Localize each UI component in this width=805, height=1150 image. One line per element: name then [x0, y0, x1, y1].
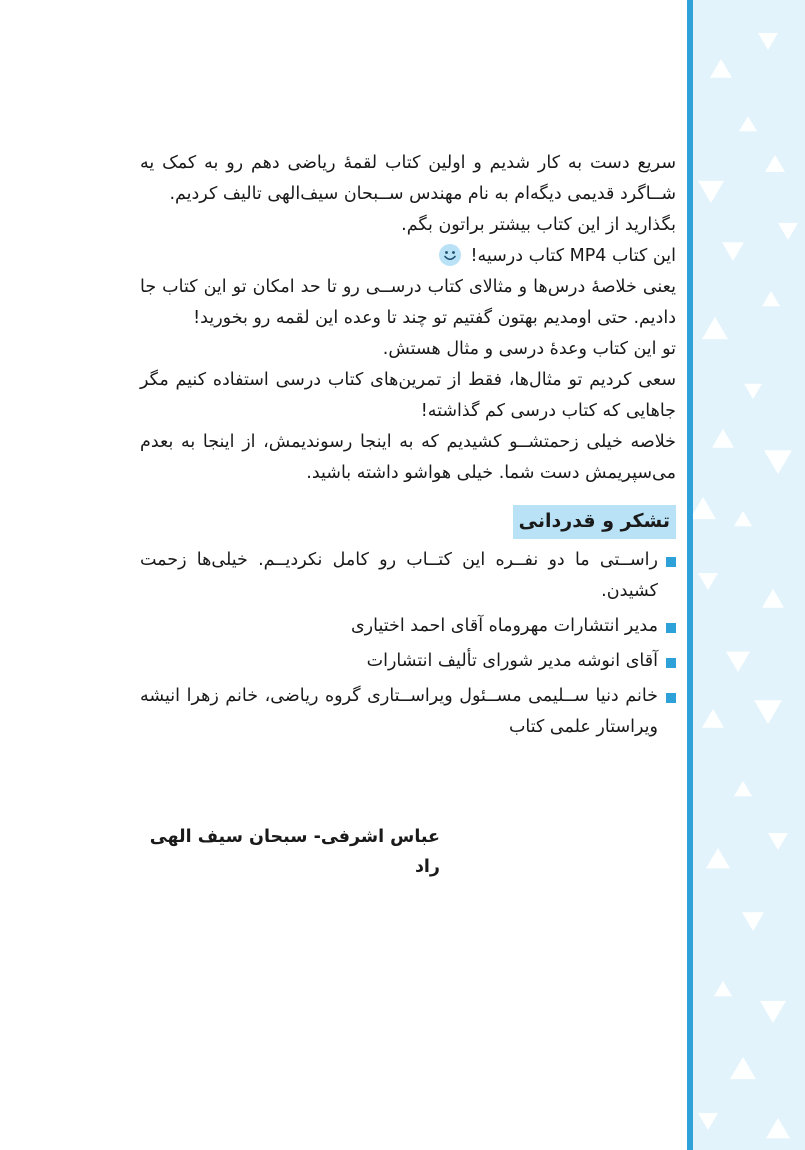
triangle-decoration: [702, 317, 728, 339]
list-item: [140, 681, 676, 743]
list-item: [140, 611, 676, 642]
paragraph-meals: تو این کتاب وعدهٔ درسی و مثال هستش.: [382, 339, 676, 359]
list-item-text: خانم دنیا ســلیمی مســئول ویراســتاری گروه ریاضی، خانم زهرا انیشه ویراستار علمی کتاب: [140, 686, 658, 737]
paragraph-closing: خلاصه خیلی زحمتشــو کشیدیم که به اینجا رسوندیمش، از اینجا به بعدم می‌سپریمش دست شما. خیلی هواشو داشته باشید.: [140, 432, 676, 483]
paragraph-more: بگذارید از این کتاب بیشتر براتون بگم.: [401, 215, 676, 235]
triangle-decoration: [710, 59, 732, 78]
triangle-decoration: [693, 497, 716, 519]
triangle-decoration: [742, 912, 764, 931]
triangle-decoration: [754, 700, 782, 724]
list-item-text: راســتی ما دو نفــره این کتــاب رو کامل نکردیــم. خیلی‌ها زحمت کشیدن.: [140, 550, 658, 601]
triangle-decoration: [698, 181, 724, 203]
triangle-pattern-icon: [693, 0, 805, 1150]
triangle-decoration: [778, 223, 798, 240]
triangle-decoration: [712, 429, 734, 448]
triangle-decoration: [726, 652, 750, 672]
triangle-decoration: [722, 242, 744, 261]
triangle-decoration: [702, 709, 724, 728]
triangle-decoration: [698, 573, 718, 590]
triangle-decoration: [698, 1113, 718, 1130]
triangle-decoration: [764, 450, 792, 474]
paragraph-intro: سریع دست به کار شدیم و اولین کتاب لقمهٔ ریاضی دهم رو به کمک یه شــاگرد قدیمی دیگه‌ام به نام مهندس ســبحان سیف‌الهی تالیف کردیم.: [140, 153, 676, 204]
triangle-decoration: [766, 1118, 790, 1138]
triangle-decoration: [760, 1001, 786, 1023]
paragraph-examples: سعی کردیم تو مثال‌ها، فقط از تمرین‌های کتاب درسی استفاده کنیم مگر جاهایی که کتاب درسی کم گذاشته!: [140, 370, 676, 421]
bullet-square-icon: [666, 557, 676, 567]
paragraph-summary: یعنی خلاصهٔ درس‌ها و مثالای کتاب درســی رو تا حد امکان تو این کتاب جا دادیم. حتی اومدیم بهتون گفتیم تو چند تا وعده این لقمه رو بخورید!: [140, 277, 676, 328]
author-signature: عباس اشرفی- سبحان سیف الهی راد: [149, 827, 440, 877]
triangle-decoration: [744, 384, 762, 399]
triangle-decoration: [714, 981, 732, 996]
triangle-decoration: [768, 833, 788, 850]
thanks-title: تشکر و قدردانی: [513, 505, 676, 539]
decorative-side-strip: [693, 0, 805, 1150]
triangle-decoration: [734, 781, 752, 796]
smiley-icon: [439, 244, 461, 266]
triangle-decoration: [758, 33, 778, 50]
list-item: [140, 646, 676, 677]
list-item-text: مدیر انتشارات مهروماه آقای احمد اختیاری: [350, 616, 658, 636]
list-item: [140, 545, 676, 607]
paragraph-mp4-text: این کتاب MP4 کتاب درسیه!: [470, 246, 676, 266]
bullet-square-icon: [666, 693, 676, 703]
triangle-decoration: [762, 291, 780, 306]
list-item-text: آقای انوشه مدیر شورای تألیف انتشارات: [366, 651, 658, 671]
triangle-decoration: [734, 511, 752, 526]
bullet-square-icon: [666, 658, 676, 668]
triangle-decoration: [730, 1057, 756, 1079]
main-content: [140, 148, 676, 747]
bullet-square-icon: [666, 623, 676, 633]
triangle-decoration: [706, 848, 730, 868]
triangle-decoration: [739, 116, 757, 131]
triangle-decoration: [765, 155, 785, 172]
triangle-decoration: [762, 589, 784, 608]
paragraph-mp4: [140, 241, 676, 272]
thanks-list: [140, 545, 676, 743]
